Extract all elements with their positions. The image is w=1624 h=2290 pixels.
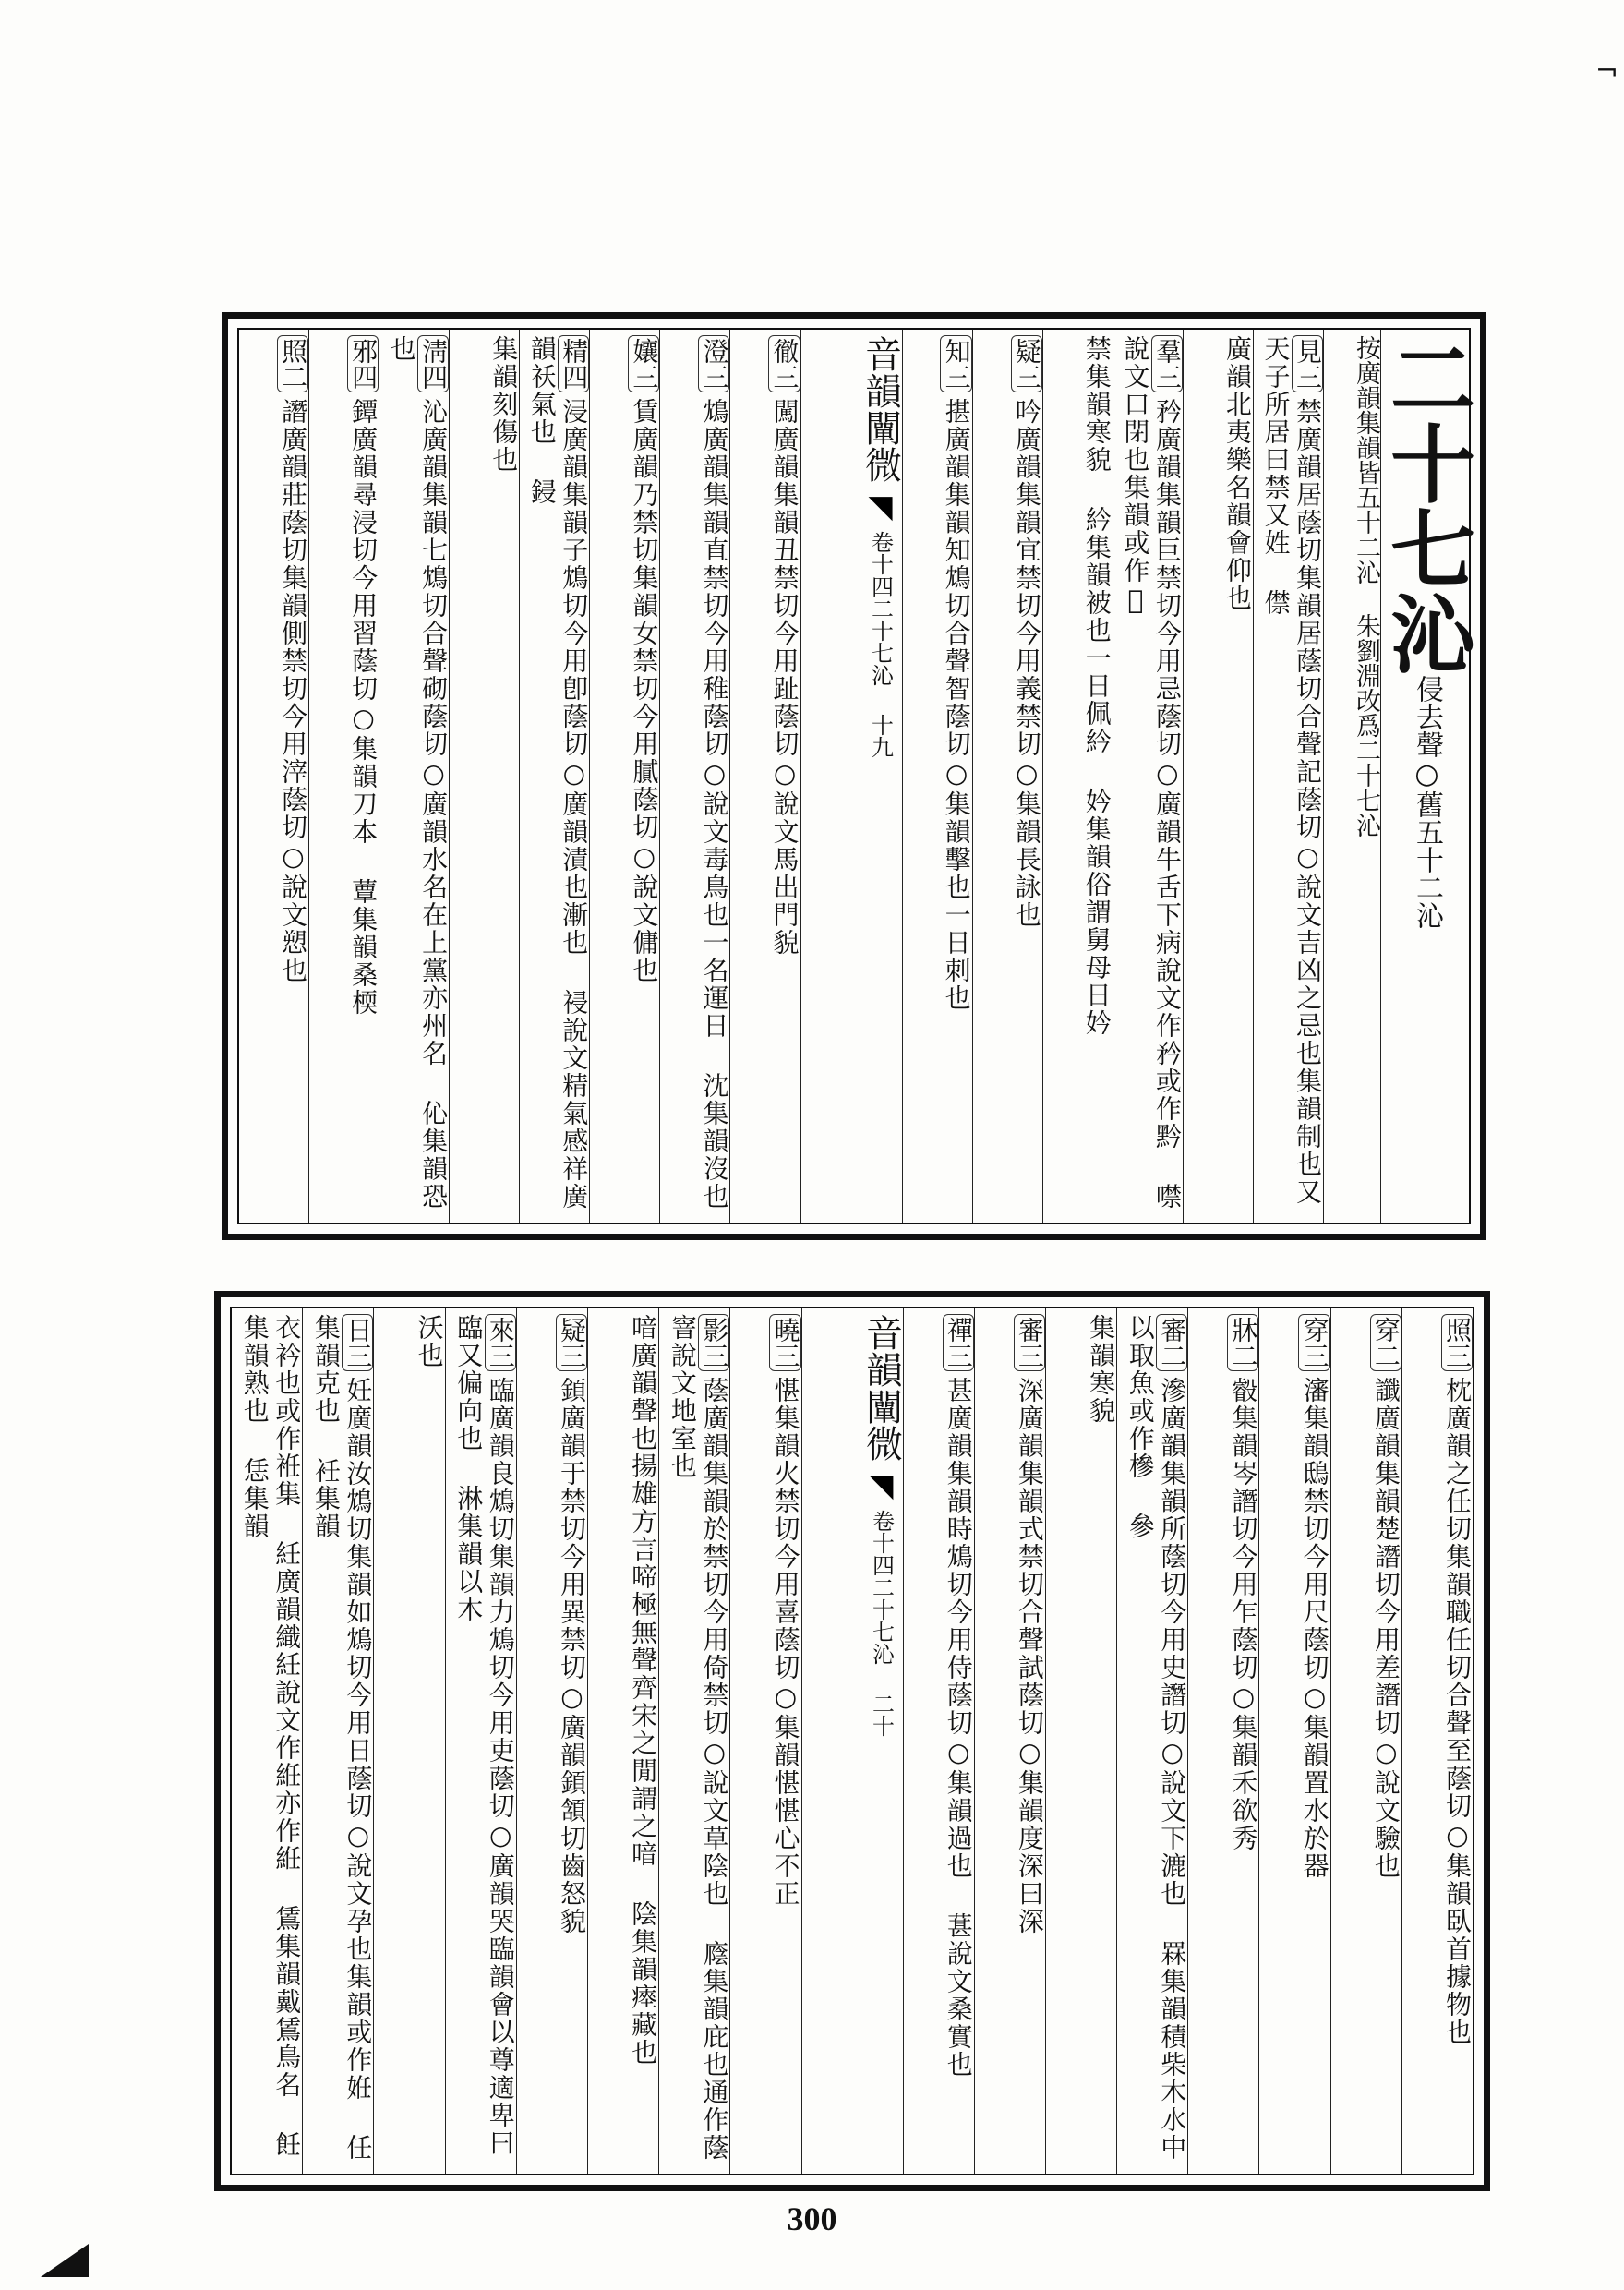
entry-column (516, 1308, 587, 2174)
initial-label: 穿二 (1370, 1314, 1401, 1371)
top-page-frame (237, 328, 1476, 1224)
leaf-number: 十九 (867, 714, 894, 758)
initial-label: 照二 (277, 335, 308, 392)
entry-column (729, 330, 800, 1223)
initial-label: 疑三 (1011, 335, 1042, 392)
entry-text: 鐔廣韻尋浸切今用習蔭切○集韻刀本 蕈集韻桑㮕 (348, 398, 379, 1017)
initial-label: 曉三 (769, 1314, 800, 1371)
corner-mark: ¬ (1594, 55, 1618, 88)
entry-text: 臨廣韻良鴆切集韻力鴆切今用吏蔭切○廣韻哭臨韻會以尊適卑曰臨又偏向也 淋集韻以木 (453, 1314, 516, 2157)
volume-label: 卷十四二十七沁 (868, 1510, 895, 1665)
entry-text: 喑廣韻聲也揚雄方言啼極無聲齊宋之閒謂之喑 陰集韻瘞藏也 (628, 1314, 659, 2067)
page-number: 300 (787, 2200, 837, 2237)
entry-text: 沁廣韻集韻七鴆切合聲砌蔭切○廣韻水名在上黨亦州名 伈集韻恐也 (386, 335, 450, 1211)
entry-text: 瀋集韻鴟禁切今用尺蔭切○集韻置水於器 (1299, 1377, 1330, 1880)
initial-label: 審三 (1014, 1314, 1045, 1371)
initial-label: 照三 (1441, 1314, 1473, 1371)
entry-text: 滲廣韻集韻所蔭切今用史譖切○說文下漉也 罧集韻積柴木水中以取魚或作槮 參 (1125, 1314, 1188, 2162)
entry-column (1116, 1308, 1187, 2174)
entry-column (1401, 1308, 1473, 2174)
entry-column (1045, 1308, 1116, 2174)
entry-column (902, 330, 972, 1223)
entry-text: 廣韻北夷樂名韻會仰也 (1221, 335, 1253, 612)
entry-text: 鴆廣韻集韻直禁切今用稚蔭切○說文毒鳥也一名運日 沈集韻沒也 (699, 398, 730, 1211)
entry-text: 枕廣韻之任切集韻職任切合聲至蔭切○集韻臥首據物也 (1442, 1377, 1473, 2046)
initial-label: 疑三 (556, 1314, 587, 1371)
rhyme-title-note: 侵去聲○舊五十二沁 (1411, 675, 1443, 929)
entry-text: 㲊集韻岑譖切今用乍蔭切○集韻禾欲秀 (1228, 1377, 1259, 1852)
initial-label: 日三 (342, 1314, 373, 1371)
book-title: 音韻闡微 (860, 1314, 903, 1462)
initial-label: 牀二 (1227, 1314, 1258, 1371)
entry-text: 甚廣韻集韻時鴆切今用侍蔭切○集韻過也 葚說文桑實也 (943, 1377, 974, 2079)
initial-label: 來三 (485, 1314, 516, 1371)
entry-column (1183, 330, 1253, 1223)
bottom-page-frame (230, 1307, 1474, 2176)
initial-label: 精四 (558, 335, 589, 392)
top-columns (239, 330, 1476, 1223)
entry-text: 集韻刻傷也 (488, 335, 520, 474)
fish-tail-mark-icon: ◥ (862, 1467, 900, 1504)
entry-text: 愖集韻火禁切今用喜蔭切○集韻愖愖心不正 (770, 1377, 801, 1908)
initial-label: 羣三 (1151, 335, 1183, 392)
entry-column (373, 1308, 444, 2174)
entry-text: 浸廣韻集韻子鴆切今用卽蔭切○廣韻漬也漸也 祲說文精氣感祥廣韻祅氣也 鋟 (526, 335, 590, 1211)
entry-text: 顉廣韻于禁切今用異禁切○廣韻顉頷切齒怒貌 (556, 1377, 587, 1935)
entry-column (1258, 1308, 1329, 2174)
entry-column (445, 1308, 516, 2174)
initial-label: 穿三 (1298, 1314, 1329, 1371)
entry-text: 沃也 (414, 1314, 445, 1369)
entry-column (972, 330, 1042, 1223)
entry-column (379, 330, 449, 1223)
entry-column (302, 1308, 373, 2174)
entry-column (729, 1308, 800, 2174)
entry-text: 蔭廣韻集韻於禁切今用倚禁切○說文草陰也 廕集韻庇也通作蔭 窨說文地室也 (667, 1314, 730, 2162)
leaf-number: 二十 (868, 1693, 895, 1737)
entry-column (449, 330, 519, 1223)
entry-text: 禁廣韻居蔭切集韻居蔭切合聲記蔭切○說文吉凶之忌也集韻制也又天子所居曰禁又姓 僸 (1260, 335, 1323, 1206)
center-divider (801, 1308, 903, 2174)
entry-text: 吟廣韻集韻宜禁切今用義禁切○集韻長詠也 (1011, 398, 1042, 929)
rhyme-title (1377, 330, 1476, 1223)
center-divider (800, 330, 902, 1223)
entry-column (1330, 1308, 1401, 2174)
entry-text: 賃廣韻乃禁切集韻女禁切今用膩蔭切○說文傭也 (629, 398, 660, 984)
entry-text: 妊廣韻汝鴆切集韻如鴆切今用日蔭切○說文孕也集韻或作姙 任集韻克也 衽集韻 (310, 1314, 374, 2162)
initial-label: 徹三 (768, 335, 800, 392)
entry-text: 衣衿也或作袵集 紝廣韻織紝說文作絍亦作絍 鵀集韻戴鵀鳥名 飪集韻熟也 恁集韻 (239, 1314, 303, 2159)
entry-column (1253, 330, 1323, 1223)
bottom-page-panel (214, 1291, 1490, 2191)
entry-text: 讖廣韻集韻楚譖切今用差譖切○說文驗也 (1370, 1377, 1401, 1880)
entry-text: 集韻寒貌 (1086, 1314, 1117, 1425)
book-title: 音韻闡微 (859, 335, 902, 483)
entry-text: 矜廣韻集韻巨禁切今用忌蔭切○廣韻牛舌下病說文作矜或作黔 噤說文口閉也集韻或作𡁝 (1120, 335, 1183, 1211)
entry-column (239, 330, 308, 1223)
fish-tail-mark-icon: ◥ (861, 488, 899, 525)
entry-column (1187, 1308, 1258, 2174)
entry-text: 闖廣韻集韻丑禁切今用趾蔭切○說文馬出門貌 (769, 398, 800, 957)
rhyme-title-text: 二十七沁 (1377, 335, 1476, 675)
entry-column (659, 330, 729, 1223)
entry-column (519, 330, 589, 1223)
initial-label: 影三 (698, 1314, 729, 1371)
entry-column (232, 1308, 302, 2174)
volume-label: 卷十四二十七沁 (867, 531, 894, 686)
entry-text: 深廣韻集韻式禁切合聲試蔭切○集韻度深曰深 (1014, 1377, 1045, 1935)
entry-column (587, 1308, 658, 2174)
initial-label: 見三 (1292, 335, 1323, 392)
initial-label: 審二 (1156, 1314, 1187, 1371)
initial-label: 淸四 (417, 335, 449, 392)
entry-column (589, 330, 659, 1223)
entry-column (658, 1308, 729, 2174)
entry-column (1042, 330, 1113, 1223)
top-page-panel (222, 312, 1486, 1240)
bottom-columns (232, 1308, 1473, 2174)
initial-label: 禪三 (943, 1314, 974, 1371)
entry-text: 譖廣韻莊蔭切集韻側禁切今用滓蔭切○說文愬也 (277, 398, 308, 984)
entry-text: 揕廣韻集韻知鴆切合聲智蔭切○集韻擊也一日刺也 (941, 398, 972, 1012)
initial-label: 澄三 (698, 335, 729, 392)
entry-column (1113, 330, 1183, 1223)
initial-label: 知三 (940, 335, 971, 392)
entry-column (974, 1308, 1045, 2174)
entry-column (903, 1308, 974, 2174)
entry-column (308, 330, 379, 1223)
editorial-note: 按廣韻集韻皆五十二沁 朱劉淵改爲二十七沁 (1323, 330, 1380, 1223)
initial-label: 邪四 (347, 335, 379, 392)
entry-text: 禁集韻寒貌 紟集韻被也一日佩紟 妗集韻俗謂舅母日妗 (1081, 335, 1113, 1037)
scan-mark (41, 2244, 89, 2277)
initial-label: 孃三 (628, 335, 659, 392)
